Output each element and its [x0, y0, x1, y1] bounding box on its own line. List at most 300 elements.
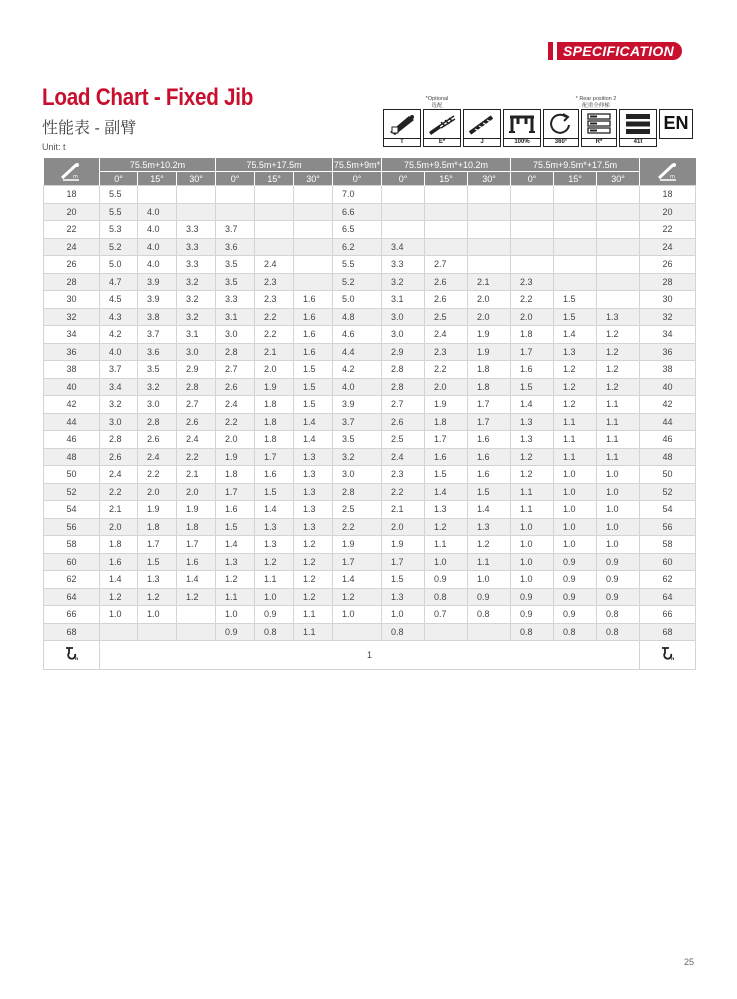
- load-cell: 1.6: [468, 431, 511, 449]
- load-cell: 1.6: [294, 291, 333, 309]
- load-cell: 1.3: [468, 518, 511, 536]
- load-cell: [177, 623, 216, 641]
- load-cell: 2.2: [333, 518, 382, 536]
- load-cell: 2.4: [100, 466, 138, 484]
- load-cell: 3.4: [382, 238, 425, 256]
- load-cell: 1.7: [382, 553, 425, 571]
- load-cell: 1.7: [216, 483, 255, 501]
- load-cell: 1.6: [511, 361, 554, 379]
- load-cell: 5.5: [333, 256, 382, 274]
- load-cell: 2.9: [382, 343, 425, 361]
- load-cell: 1.7: [468, 413, 511, 431]
- svg-text:n: n: [74, 657, 78, 661]
- radius-cell: 18: [640, 186, 696, 204]
- radius-cell: 24: [44, 238, 100, 256]
- load-cell: 3.7: [100, 361, 138, 379]
- load-cell: 4.0: [138, 221, 177, 239]
- load-cell: 2.8: [382, 378, 425, 396]
- load-cell: 1.0: [468, 571, 511, 589]
- group-header: 75.5m+9.5m*+17.5m: [511, 158, 640, 172]
- load-cell: 1.7: [511, 343, 554, 361]
- load-cell: 0.9: [554, 571, 597, 589]
- load-cell: 2.4: [177, 431, 216, 449]
- load-cell: 2.0: [216, 431, 255, 449]
- table-row: [44, 466, 696, 484]
- load-cell: 1.0: [554, 466, 597, 484]
- radius-cell: 18: [44, 186, 100, 204]
- load-cell: 5.3: [100, 221, 138, 239]
- load-cell: 1.9: [216, 448, 255, 466]
- load-cell: [255, 221, 294, 239]
- load-cell: 6.5: [333, 221, 382, 239]
- load-cell: 3.2: [382, 273, 425, 291]
- group-header: 75.5m+9.5m*+10.2m: [382, 158, 511, 172]
- load-cell: 1.6: [177, 553, 216, 571]
- load-cell: 2.6: [100, 448, 138, 466]
- load-cell: 1.4: [333, 571, 382, 589]
- radius-cell: 40: [44, 378, 100, 396]
- load-cell: 1.2: [511, 466, 554, 484]
- group-header: 75.5m+17.5m: [216, 158, 333, 172]
- load-cell: 2.8: [138, 413, 177, 431]
- load-cell: 1.8: [255, 396, 294, 414]
- load-cell: 0.9: [468, 588, 511, 606]
- load-cell: 4.4: [333, 343, 382, 361]
- load-cell: 3.3: [177, 256, 216, 274]
- load-cell: 1.0: [554, 483, 597, 501]
- radius-cell: 46: [44, 431, 100, 449]
- load-cell: 1.3: [294, 518, 333, 536]
- load-cell: 2.2: [425, 361, 468, 379]
- load-cell: 3.1: [216, 308, 255, 326]
- load-cell: [511, 203, 554, 221]
- table-row: [44, 571, 696, 589]
- page-number: 25: [684, 957, 695, 967]
- load-cell: 3.0: [138, 396, 177, 414]
- radius-cell: 46: [640, 431, 696, 449]
- load-cell: 5.5: [100, 186, 138, 204]
- load-cell: 1.7: [333, 553, 382, 571]
- radius-cell: 34: [44, 326, 100, 344]
- load-cell: 3.2: [100, 396, 138, 414]
- load-cell: 1.5: [468, 483, 511, 501]
- load-cell: 1.2: [597, 361, 640, 379]
- load-cell: 3.4: [100, 378, 138, 396]
- load-cell: 3.3: [177, 238, 216, 256]
- load-cell: [597, 186, 640, 204]
- rotation-icon: [543, 109, 579, 139]
- load-cell: [255, 186, 294, 204]
- load-cell: 1.0: [597, 466, 640, 484]
- load-cell: 0.9: [554, 606, 597, 624]
- load-cell: [425, 221, 468, 239]
- load-cell: 1.1: [468, 553, 511, 571]
- section-header: [548, 42, 682, 60]
- load-cell: 1.1: [255, 571, 294, 589]
- table-row: [44, 413, 696, 431]
- load-cell: 3.7: [216, 221, 255, 239]
- load-cell: 1.0: [382, 606, 425, 624]
- table-row: [44, 291, 696, 309]
- rear-position-note: * Rear position 2 配重全伸梯: [575, 96, 617, 109]
- load-cell: 1.4: [511, 396, 554, 414]
- load-cell: 1.7: [425, 431, 468, 449]
- load-cell: 2.4: [138, 448, 177, 466]
- load-cell: 1.2: [554, 361, 597, 379]
- load-cell: 0.9: [597, 571, 640, 589]
- radius-cell: 32: [44, 308, 100, 326]
- radius-cell: 26: [44, 256, 100, 274]
- table-row: [44, 186, 696, 204]
- radius-cell: 48: [640, 448, 696, 466]
- load-cell: 2.9: [177, 361, 216, 379]
- load-cell: 0.8: [255, 623, 294, 641]
- load-cell: 3.6: [138, 343, 177, 361]
- radius-cell: 62: [44, 571, 100, 589]
- load-cell: 0.8: [511, 623, 554, 641]
- load-cell: 2.0: [138, 483, 177, 501]
- angle-header: 0°: [100, 172, 138, 186]
- load-cell: 1.2: [100, 588, 138, 606]
- radius-cell: 36: [44, 343, 100, 361]
- icon-label-j: J: [463, 139, 501, 147]
- load-cell: 1.6: [255, 466, 294, 484]
- load-cell: 1.6: [216, 501, 255, 519]
- group-header: 75.5m+9m*: [333, 159, 381, 170]
- load-cell: 2.5: [333, 501, 382, 519]
- load-cell: [468, 238, 511, 256]
- radius-cell: 28: [640, 273, 696, 291]
- table-row: [44, 343, 696, 361]
- load-cell: 2.2: [511, 291, 554, 309]
- radius-cell: 38: [44, 361, 100, 379]
- load-cell: 1.9: [468, 343, 511, 361]
- load-cell: 2.0: [100, 518, 138, 536]
- load-cell: 4.0: [138, 256, 177, 274]
- load-cell: 1.3: [597, 308, 640, 326]
- table-row: [44, 378, 696, 396]
- load-cell: 1.0: [100, 606, 138, 624]
- icon-label-t: T: [383, 139, 421, 147]
- radius-cell: 38: [640, 361, 696, 379]
- load-cell: 1.2: [294, 536, 333, 554]
- radius-cell: 42: [44, 396, 100, 414]
- load-cell: 2.1: [177, 466, 216, 484]
- jib-icon: [463, 109, 501, 139]
- load-cell: [255, 203, 294, 221]
- load-cell: 1.3: [382, 588, 425, 606]
- load-cell: 0.8: [382, 623, 425, 641]
- load-cell: [511, 186, 554, 204]
- radius-cell: 68: [44, 623, 100, 641]
- load-cell: 3.0: [177, 343, 216, 361]
- load-cell: [468, 203, 511, 221]
- load-cell: 2.5: [425, 308, 468, 326]
- config-icons: [383, 93, 695, 148]
- load-cell: 5.2: [333, 273, 382, 291]
- load-cell: 0.9: [511, 588, 554, 606]
- load-cell: 0.9: [597, 553, 640, 571]
- load-cell: 1.4: [255, 501, 294, 519]
- radius-cell: 32: [640, 308, 696, 326]
- radius-cell: 68: [640, 623, 696, 641]
- load-cell: 4.2: [100, 326, 138, 344]
- load-cell: 1.4: [554, 326, 597, 344]
- load-cell: [138, 623, 177, 641]
- load-cell: 1.5: [554, 291, 597, 309]
- icon-label-rotation: 360°: [543, 139, 579, 147]
- load-cell: 3.2: [177, 273, 216, 291]
- radius-cell: 40: [640, 378, 696, 396]
- load-cell: 7.0: [333, 186, 382, 204]
- load-cell: 2.4: [425, 326, 468, 344]
- radius-cell: 30: [640, 291, 696, 309]
- load-cell: [511, 221, 554, 239]
- load-cell: 1.1: [554, 431, 597, 449]
- load-cell: 4.6: [333, 326, 382, 344]
- load-cell: 3.9: [333, 396, 382, 414]
- radius-cell: 44: [44, 413, 100, 431]
- reeving-count: 1: [100, 641, 640, 670]
- radius-cell: 58: [44, 536, 100, 554]
- load-cell: 3.0: [333, 466, 382, 484]
- radius-cell: 56: [44, 518, 100, 536]
- load-cell: 4.0: [138, 238, 177, 256]
- load-cell: 1.9: [138, 501, 177, 519]
- load-cell: 2.6: [216, 378, 255, 396]
- load-cell: 1.1: [597, 431, 640, 449]
- load-cell: 1.3: [255, 518, 294, 536]
- load-cell: 3.7: [333, 413, 382, 431]
- load-cell: [138, 186, 177, 204]
- radius-cell: 42: [640, 396, 696, 414]
- load-cell: [468, 256, 511, 274]
- load-cell: 1.4: [177, 571, 216, 589]
- load-cell: [177, 186, 216, 204]
- load-cell: 1.6: [468, 448, 511, 466]
- load-cell: 1.0: [597, 518, 640, 536]
- load-cell: 1.5: [294, 361, 333, 379]
- load-cell: 2.0: [382, 518, 425, 536]
- load-cell: 1.5: [138, 553, 177, 571]
- radius-cell: 62: [640, 571, 696, 589]
- load-cell: [554, 256, 597, 274]
- load-cell: 2.0: [468, 291, 511, 309]
- radius-cell: 60: [44, 553, 100, 571]
- load-cell: 3.0: [382, 326, 425, 344]
- load-cell: 1.5: [294, 396, 333, 414]
- radius-cell: 60: [640, 553, 696, 571]
- load-cell: 1.0: [554, 518, 597, 536]
- load-cell: 0.8: [425, 588, 468, 606]
- load-cell: 0.9: [554, 553, 597, 571]
- load-cell: 1.2: [468, 536, 511, 554]
- load-cell: 3.5: [216, 256, 255, 274]
- load-cell: 1.3: [294, 483, 333, 501]
- load-cell: 3.9: [138, 273, 177, 291]
- load-cell: 3.5: [216, 273, 255, 291]
- load-cell: 1.7: [468, 396, 511, 414]
- load-cell: 2.7: [425, 256, 468, 274]
- load-cell: 1.4: [468, 501, 511, 519]
- page-title: Load Chart - Fixed Jib: [42, 84, 254, 111]
- page-subtitle: 性能表 - 副臂: [42, 120, 137, 137]
- table-row: [44, 221, 696, 239]
- radius-cell: 36: [640, 343, 696, 361]
- load-chart-table: [43, 158, 696, 670]
- radius-cell: 22: [44, 221, 100, 239]
- load-cell: 4.5: [100, 291, 138, 309]
- table-row: [44, 273, 696, 291]
- angle-header: 0°: [511, 172, 554, 186]
- load-cell: 2.2: [255, 326, 294, 344]
- load-cell: 1.8: [425, 413, 468, 431]
- load-cell: [425, 238, 468, 256]
- load-cell: 6.6: [333, 203, 382, 221]
- group-header: 75.5m+10.2m: [100, 158, 216, 172]
- angle-header: 0°: [216, 172, 255, 186]
- svg-text:m: m: [73, 173, 79, 180]
- load-cell: 1.5: [255, 483, 294, 501]
- angle-header: 30°: [468, 172, 511, 186]
- load-cell: 1.0: [554, 536, 597, 554]
- load-cell: 1.2: [597, 326, 640, 344]
- table-row: [44, 501, 696, 519]
- load-cell: 2.8: [333, 483, 382, 501]
- load-cell: [294, 221, 333, 239]
- load-cell: [425, 623, 468, 641]
- load-cell: 1.4: [294, 431, 333, 449]
- load-cell: 1.4: [294, 413, 333, 431]
- icon-label-e: E*: [423, 139, 461, 147]
- load-cell: 1.7: [138, 536, 177, 554]
- load-cell: 2.6: [425, 291, 468, 309]
- radius-cell: 56: [640, 518, 696, 536]
- load-cell: 0.8: [468, 606, 511, 624]
- load-cell: 2.7: [177, 396, 216, 414]
- load-cell: 0.9: [425, 571, 468, 589]
- load-cell: 0.8: [597, 623, 640, 641]
- load-cell: 4.0: [333, 378, 382, 396]
- table-row: [44, 396, 696, 414]
- radius-cell: 54: [640, 501, 696, 519]
- load-cell: 3.1: [177, 326, 216, 344]
- load-cell: [554, 221, 597, 239]
- radius-cell: 20: [640, 203, 696, 221]
- load-cell: 1.0: [511, 518, 554, 536]
- table-row: [44, 431, 696, 449]
- load-cell: 2.0: [425, 378, 468, 396]
- unit-label: Unit: t: [42, 142, 66, 152]
- load-cell: 1.2: [138, 588, 177, 606]
- table-row: [44, 361, 696, 379]
- load-cell: [425, 186, 468, 204]
- load-cell: 1.0: [255, 588, 294, 606]
- load-cell: 3.3: [382, 256, 425, 274]
- load-cell: 3.7: [138, 326, 177, 344]
- load-cell: 4.0: [100, 343, 138, 361]
- icon-label-outrigger: 100%: [503, 139, 541, 147]
- load-cell: 1.0: [138, 606, 177, 624]
- load-cell: 1.6: [294, 326, 333, 344]
- svg-text:n: n: [670, 657, 674, 661]
- load-cell: 1.0: [597, 501, 640, 519]
- load-cell: 3.3: [177, 221, 216, 239]
- table-row: [44, 326, 696, 344]
- radius-cell: 22: [640, 221, 696, 239]
- load-cell: 1.2: [554, 396, 597, 414]
- load-cell: 2.6: [425, 273, 468, 291]
- load-cell: 1.2: [425, 518, 468, 536]
- load-cell: 4.7: [100, 273, 138, 291]
- load-cell: 3.0: [100, 413, 138, 431]
- radius-cell: 66: [44, 606, 100, 624]
- hook-icon: [640, 641, 696, 670]
- load-cell: 2.2: [138, 466, 177, 484]
- load-cell: 1.3: [294, 501, 333, 519]
- load-cell: 1.1: [597, 448, 640, 466]
- load-cell: 1.6: [425, 448, 468, 466]
- load-cell: 1.9: [177, 501, 216, 519]
- load-cell: 3.8: [138, 308, 177, 326]
- load-cell: 3.5: [333, 431, 382, 449]
- load-cell: [294, 256, 333, 274]
- load-cell: [468, 221, 511, 239]
- load-cell: 1.9: [468, 326, 511, 344]
- load-cell: 1.1: [216, 588, 255, 606]
- load-cell: 3.5: [138, 361, 177, 379]
- radius-cell: 52: [44, 483, 100, 501]
- angle-header: 0°: [382, 172, 425, 186]
- load-cell: [100, 623, 138, 641]
- load-cell: 2.4: [255, 256, 294, 274]
- counterweight-icon: [581, 109, 617, 139]
- load-cell: [382, 221, 425, 239]
- outrigger-icon: [503, 109, 541, 139]
- load-cell: [511, 256, 554, 274]
- load-cell: 1.4: [216, 536, 255, 554]
- load-cell: [554, 238, 597, 256]
- load-cell: 1.7: [255, 448, 294, 466]
- load-cell: 2.4: [382, 448, 425, 466]
- load-cell: [177, 606, 216, 624]
- load-cell: 3.9: [138, 291, 177, 309]
- radius-cell: 26: [640, 256, 696, 274]
- load-cell: [382, 186, 425, 204]
- load-cell: 2.6: [382, 413, 425, 431]
- load-cell: [597, 221, 640, 239]
- load-cell: 5.2: [100, 238, 138, 256]
- angle-header: 15°: [425, 172, 468, 186]
- load-cell: 1.9: [255, 378, 294, 396]
- load-cell: 1.2: [511, 448, 554, 466]
- load-cell: 2.3: [255, 273, 294, 291]
- load-cell: 1.4: [425, 483, 468, 501]
- load-cell: 1.9: [425, 396, 468, 414]
- load-cell: [216, 203, 255, 221]
- load-cell: 2.1: [468, 273, 511, 291]
- load-cell: 1.1: [511, 483, 554, 501]
- load-cell: 1.8: [468, 361, 511, 379]
- radius-header-icon-right: [640, 158, 696, 186]
- load-cell: [597, 203, 640, 221]
- radius-cell: 48: [44, 448, 100, 466]
- load-cell: 1.5: [216, 518, 255, 536]
- optional-note: *Optional 选配: [425, 96, 449, 109]
- load-cell: 1.6: [468, 466, 511, 484]
- load-cell: 1.7: [177, 536, 216, 554]
- load-cell: 1.5: [425, 466, 468, 484]
